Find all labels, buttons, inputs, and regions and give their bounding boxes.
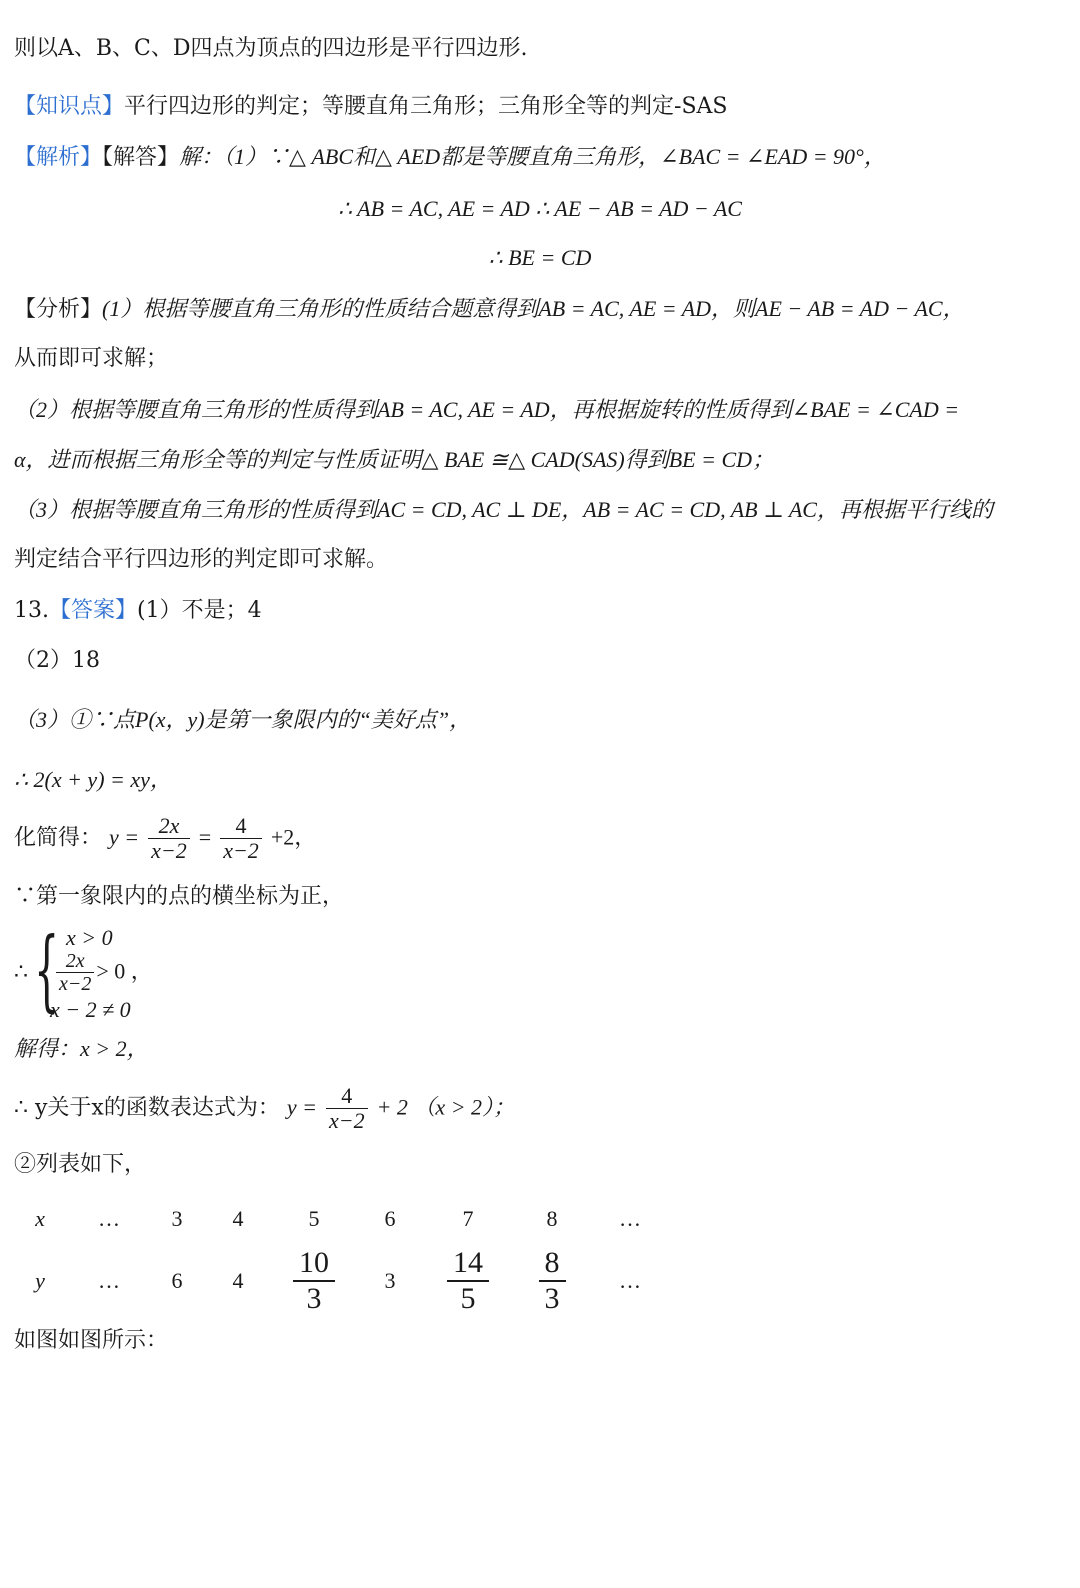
knowledge-tag: 【知识点】 (14, 94, 125, 119)
fenxi-tag: 【分析】 (14, 297, 103, 322)
function-tail: + 2 （x > 2）； (376, 1094, 516, 1120)
fraction-denominator: x−2 (326, 1108, 368, 1133)
equation-line-2: ∴ BE = CD (488, 245, 592, 270)
table-cell: … (619, 1268, 641, 1293)
text-line-7: 从而即可求解； (14, 346, 169, 371)
table-fraction (447, 1246, 489, 1317)
fraction-numerator: 2x (158, 813, 180, 838)
table-row-x (14, 1198, 666, 1240)
table-row-y (14, 1240, 666, 1322)
table-cell: x (35, 1206, 45, 1231)
system-row-2 (54, 950, 153, 995)
analysis-tag: 【解析】 (14, 145, 103, 170)
answer-tag-13: 【答案】 (49, 598, 138, 623)
table-cell: y (35, 1268, 45, 1293)
table-cell: 4 (232, 1268, 244, 1293)
table-fraction (539, 1246, 566, 1317)
text-line-8: （2）根据等腰直角三角形的性质得到AB = AC, AE = AD，再根据旋转的性质得到∠BAE = ∠CAD = (14, 397, 960, 422)
fraction-numerator: 2x (65, 950, 85, 972)
simplify-prefix: 化简得： (14, 825, 103, 851)
answer-13-text: (1）不是；4 (137, 598, 262, 623)
knowledge-text: 平行四边形的判定；等腰直角三角形；三角形全等的判定-SAS (124, 94, 728, 119)
fraction-denominator: x−2 (56, 972, 94, 995)
text-line-11: 判定结合平行四边形的判定即可求解。 (14, 547, 389, 572)
answer-part-2: （2）18 (14, 648, 100, 673)
function-expression-line (14, 1084, 515, 1133)
function-fraction (326, 1084, 368, 1133)
table-cell: 7 (462, 1206, 474, 1231)
table-cell (510, 1240, 594, 1322)
question-number: 13. (14, 598, 49, 623)
fraction-4 (220, 814, 262, 863)
table-cell: 8 (546, 1206, 558, 1231)
system-fraction (56, 950, 94, 995)
fraction-numerator: 4 (235, 813, 247, 838)
fraction-numerator: 4 (341, 1083, 353, 1108)
fraction-numerator: 8 (544, 1245, 560, 1279)
table-cell: 5 (308, 1206, 320, 1231)
table-cell: 3 (171, 1206, 183, 1231)
figure-caption-line: 如图如图所示： (14, 1328, 169, 1353)
table-cell: … (98, 1206, 120, 1231)
equation-2xy: ∴ 2(x + y) = xy， (14, 767, 172, 792)
text-line-10: （3）根据等腰直角三角形的性质得到AC = CD, AC ⊥ DE，AB = AC = CD, AB ⊥ AC，再根据平行线的 (14, 497, 993, 522)
equals-sign: = (198, 824, 212, 850)
table-cell: 4 (232, 1206, 244, 1231)
system-row-1: x > 0 (66, 925, 113, 950)
fenxi-line (14, 294, 965, 325)
table-cell (426, 1240, 510, 1322)
fraction-denominator: 5 (447, 1280, 489, 1317)
left-brace: { (34, 918, 60, 1021)
equation-line-1: ∴ AB = AC, AE = AD ∴ AE − AB = AD − AC (338, 196, 742, 221)
fraction-numerator: 10 (299, 1245, 329, 1279)
answer-tag: 【解答】 (102, 145, 180, 170)
solution-line: 解得：x > 2， (14, 1036, 149, 1061)
table-cell: … (98, 1268, 120, 1293)
function-prefix: ∴ y关于x的函数表达式为： (14, 1095, 280, 1121)
knowledge-points-line (14, 92, 727, 122)
y-equals-2: y = (286, 1094, 317, 1120)
analysis-line (14, 142, 886, 173)
inequality-system (14, 918, 214, 1022)
table-cell: 3 (384, 1268, 396, 1293)
text-line-9: α，进而根据三角形全等的判定与性质证明△ BAE ≅△ CAD(SAS)得到BE = CD； (14, 447, 775, 472)
answer-13-line (14, 596, 262, 626)
fraction-numerator: 14 (453, 1245, 483, 1279)
analysis-text: 解：（1）∵△ ABC和△ AED都是等腰直角三角形，∠BAC = ∠EAD = 90°， (179, 144, 886, 169)
table-cell: … (619, 1206, 641, 1231)
table-cell: 6 (171, 1268, 183, 1293)
table-fraction (293, 1246, 335, 1317)
fenxi-text: (1）根据等腰直角三角形的性质结合题意得到AB = AC, AE = AD，则AE − AB = AD − AC， (102, 296, 965, 321)
part-3-intro: （3）①∵点P(x，y)是第一象限内的“美好点”， (14, 707, 472, 732)
value-table (14, 1198, 666, 1322)
table-intro-line: ②列表如下， (14, 1152, 147, 1177)
system-row-3: x − 2 ≠ 0 (50, 997, 131, 1022)
y-equals: y = (109, 824, 140, 850)
fraction-denominator: 3 (293, 1280, 335, 1317)
plus-two: +2， (270, 824, 317, 850)
table-cell (274, 1240, 354, 1322)
simplify-line (14, 814, 316, 863)
first-quadrant-line: ∵第一象限内的点的横坐标为正， (14, 884, 345, 909)
therefore-symbol: ∴ (14, 960, 28, 985)
fraction-2x (148, 814, 190, 863)
fraction-denominator: x−2 (220, 838, 262, 863)
fraction-denominator: 3 (539, 1280, 566, 1317)
fraction-denominator: x−2 (148, 838, 190, 863)
table-cell: 6 (384, 1206, 396, 1231)
text-line-1: 则以A、B、C、D四点为顶点的四边形是平行四边形. (14, 36, 528, 61)
system-row-2-tail: > 0 ， (96, 958, 153, 984)
